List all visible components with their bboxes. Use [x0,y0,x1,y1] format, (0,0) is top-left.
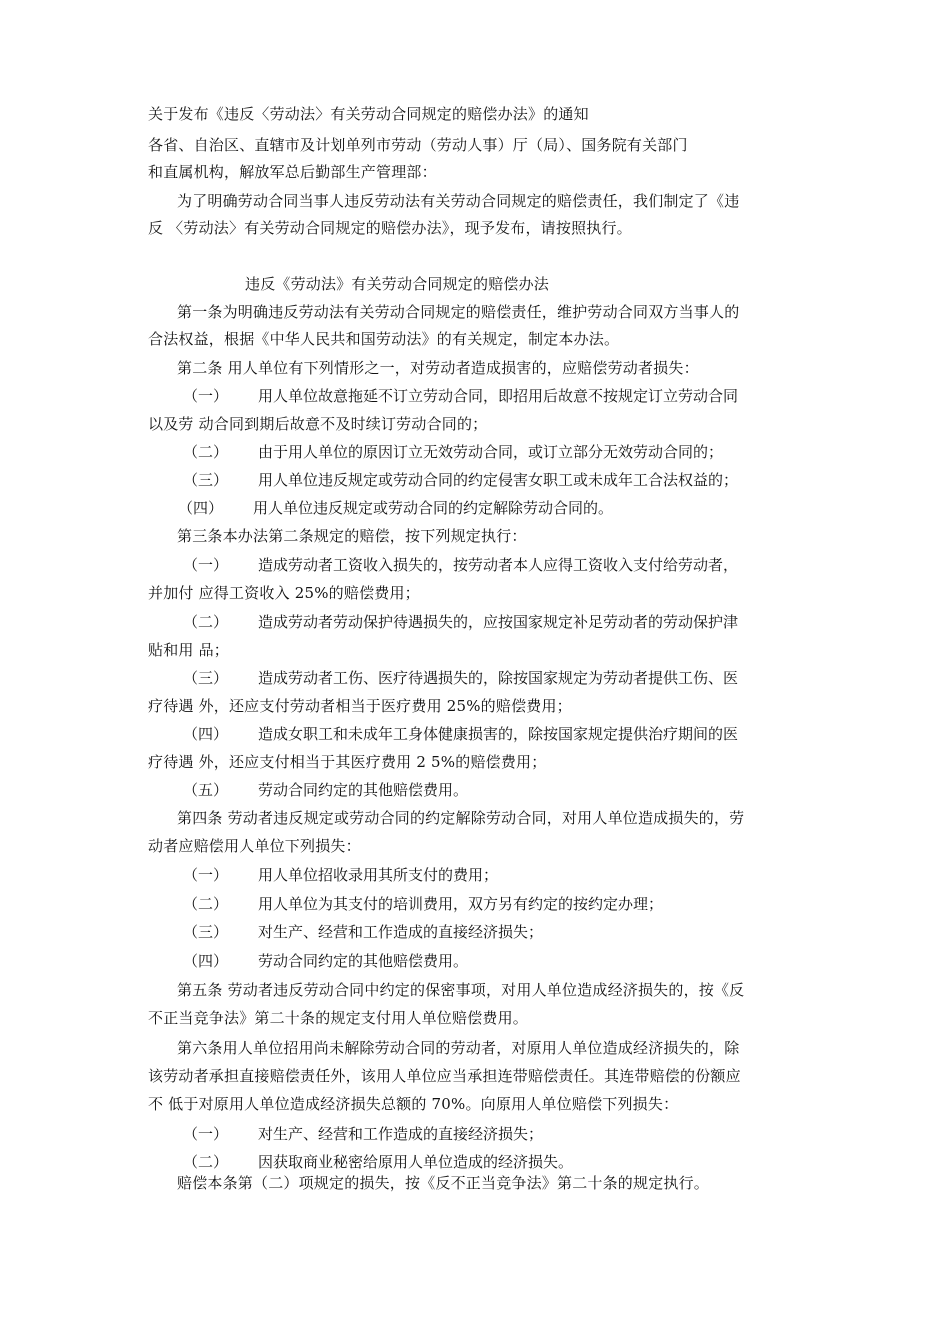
item-text: 用人单位故意拖延不订立劳动合同，即招用后故意不按规定订立劳动合同 [258,387,739,405]
article-6-intro-line-1: 第六条用人单位招用尚未解除劳动合同的劳动者，对原用人单位造成经济损失的，除 [177,1039,740,1057]
item-number: （一） [183,387,229,405]
article-6-intro-line-3: 不 低于对原用人单位造成经济损失总额的 70%。向原用人单位赔偿下列损失： [148,1095,679,1113]
item-number: （二） [183,443,229,461]
addressee-line-2: 和直属机构，解放军总后勤部生产管理部： [148,163,437,181]
item-text: 劳动合同约定的其他赔偿费用。 [258,781,469,799]
measures-title: 违反《劳动法》有关劳动合同规定的赔偿办法 [245,275,550,293]
item-number: （二） [183,895,229,913]
addressee-line-1: 各省、自治区、直辖市及计划单列市劳动（劳动人事）厅（局）、国务院有关部门 [148,136,688,154]
article-6-closing: 赔偿本条第（二）项规定的损失，按《反不正当竞争法》第二十条的规定执行。 [177,1174,710,1192]
item-text: 造成劳动者工资收入损失的，按劳动者本人应得工资收入支付给劳动者， [258,556,739,574]
item-number: （三） [183,923,229,941]
article-1-line-2: 合法权益，根据《中华人民共和国劳动法》的有关规定，制定本办法。 [148,330,620,348]
item-text: 造成劳动者工伤、医疗待遇损失的，除按国家规定为劳动者提供工伤、医 [258,669,739,687]
article-5-line-1: 第五条 劳动者违反劳动合同中约定的保密事项，对用人单位造成经济损失的，按《反 [177,981,745,999]
article-1-line-1: 第一条为明确违反劳动法有关劳动合同规定的赔偿责任，维护劳动合同双方当事人的 [177,303,740,321]
article-2-intro: 第二条 用人单位有下列情形之一，对劳动者造成损害的，应赔偿劳动者损失： [177,359,699,377]
article-3-item-1-continuation: 并加付 应得工资收入 25%的赔偿费用； [148,584,420,602]
item-text: 用人单位招收录用其所支付的费用； [258,866,499,884]
item-text: 对生产、经营和工作造成的直接经济损失； [258,923,544,941]
item-text: 劳动合同约定的其他赔偿费用。 [258,952,469,970]
article-3-item-3-continuation: 疗待遇 外，还应支付劳动者相当于医疗费用 25%的赔偿费用； [148,697,572,715]
item-number: （一） [183,866,229,884]
article-2-item-1-continuation: 以及劳 动合同到期后故意不及时续订劳动合同的； [148,415,488,433]
item-text: 因获取商业秘密给原用人单位造成的经济损失。 [258,1153,574,1171]
item-number: （一） [183,1125,229,1143]
item-number: （二） [183,1153,229,1171]
article-4-intro-line-2: 动者应赔偿用人单位下列损失： [148,837,361,855]
article-3-intro: 第三条本办法第二条规定的赔偿，按下列规定执行： [177,527,527,545]
item-text: 用人单位违反规定或劳动合同的约定解除劳动合同的。 [253,499,614,517]
notice-title: 关于发布《违反〈劳动法〉有关劳动合同规定的赔偿办法》的通知 [148,105,589,123]
item-number: （三） [183,471,229,489]
item-text: 由于用人单位的原因订立无效劳动合同，或订立部分无效劳动合同的； [258,443,724,461]
notice-body-line-1: 为了明确劳动合同当事人违反劳动法有关劳动合同规定的赔偿责任，我们制定了《违 [177,192,740,210]
article-4-intro-line-1: 第四条 劳动者违反规定或劳动合同的约定解除劳动合同，对用人单位造成损失的，劳 [177,809,745,827]
item-text: 用人单位违反规定或劳动合同的约定侵害女职工或未成年工合法权益的； [258,471,739,489]
item-number: （三） [183,669,229,687]
item-number: （四） [183,952,229,970]
item-text: 用人单位为其支付的培训费用，双方另有约定的按约定办理； [258,895,664,913]
article-3-item-4-continuation: 疗待遇 外，还应支付相当于其医疗费用 2 5%的赔偿费用； [148,753,547,771]
notice-body-line-2: 反 〈劳动法〉有关劳动合同规定的赔偿办法》，现予发布，请按照执行。 [148,219,632,237]
item-text: 造成女职工和未成年工身体健康损害的，除按国家规定提供治疗期间的医 [258,725,739,743]
item-number: （四） [178,499,224,517]
item-text: 造成劳动者劳动保护待遇损失的，应按国家规定补足劳动者的劳动保护津 [258,613,739,631]
item-number: （一） [183,556,229,574]
article-3-item-2-continuation: 贴和用 品； [148,641,229,659]
article-6-intro-line-2: 该劳动者承担直接赔偿责任外，该用人单位应当承担连带赔偿责任。其连带赔偿的份额应 [148,1067,741,1085]
item-number: （五） [183,781,229,799]
item-text: 对生产、经营和工作造成的直接经济损失； [258,1125,544,1143]
item-number: （二） [183,613,229,631]
item-number: （四） [183,725,229,743]
article-5-line-2: 不正当竞争法》第二十条的规定支付用人单位赔偿费用。 [148,1009,529,1027]
